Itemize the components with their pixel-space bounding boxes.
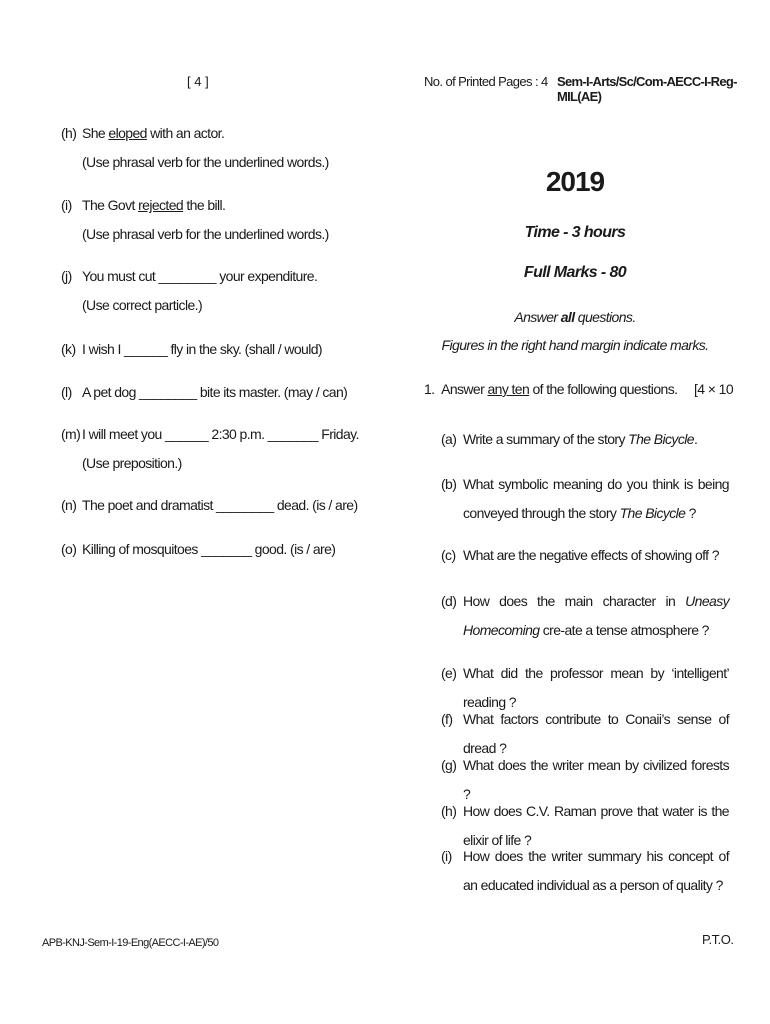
question-label: (j)	[61, 268, 72, 284]
page-number: [ 4 ]	[187, 74, 209, 89]
question-label: (m)	[61, 426, 81, 442]
question-label: (i)	[441, 848, 452, 864]
question-text: The Govt rejected the bill.	[82, 197, 226, 213]
exam-full-marks: Full Marks - 80	[523, 264, 627, 281]
pto-label: P.T.O.	[702, 932, 734, 947]
question-label: (b)	[441, 476, 457, 492]
question-label: (i)	[61, 197, 72, 213]
question-1-marks: [4 × 10	[694, 381, 734, 397]
question-text: Write a summary of the story The Bicycle.	[463, 431, 698, 447]
question-text: What symbolic meaning do you think is being conveyed through the story The Bicycle ?	[463, 476, 729, 521]
question-label: (d)	[441, 593, 457, 609]
question-text: What are the negative effects of showing off ?	[463, 547, 719, 563]
question-text: You must cut ________ your expenditure.	[82, 268, 318, 284]
question-text: She eloped with an actor.	[82, 125, 225, 141]
question-text: How does the writer summary his concept of an educated individual as a person of quality ?	[463, 848, 729, 893]
question-label: (h)	[441, 803, 457, 819]
footer-code: APB-KNJ-Sem-I-19-Eng(AECC-I-AE)/50	[42, 937, 219, 949]
underlined-word: rejected	[138, 197, 184, 213]
question-text: What factors contribute to Conaii’s sense of dread ?	[463, 711, 729, 756]
question-text: How does the main character in Uneasy Homecoming cre-ate a tense atmosphere ?	[463, 593, 729, 638]
question-label: (o)	[61, 541, 77, 557]
question-text: I will meet you ______ 2:30 p.m. _______ Friday.	[82, 426, 359, 442]
question-label: (g)	[441, 757, 457, 773]
question-text: I wish I ______ fly in the sky. (shall / would)	[82, 341, 322, 357]
question-instruction: (Use phrasal verb for the underlined words.)	[82, 154, 329, 170]
question-text: The poet and dramatist ________ dead. (is / are)	[82, 497, 358, 513]
answer-instruction: Answer all questions.	[514, 309, 636, 325]
question-text: How does C.V. Raman prove that water is the elixir of life ?	[463, 803, 729, 848]
marks-instruction: Figures in the right hand margin indicate marks.	[441, 337, 709, 353]
exam-year: 2019	[545, 166, 605, 197]
question-label: (c)	[441, 547, 456, 563]
question-label: (e)	[441, 665, 457, 681]
question-instruction: (Use phrasal verb for the underlined words.)	[82, 226, 329, 242]
underlined-word: any ten	[487, 381, 530, 397]
question-label: (f)	[441, 711, 453, 727]
question-instruction: (Use preposition.)	[82, 455, 182, 471]
question-text: A pet dog ________ bite its master. (may / can)	[82, 384, 348, 400]
question-instruction: (Use correct particle.)	[82, 297, 203, 313]
printed-pages-count: No. of Printed Pages : 4	[424, 74, 548, 89]
question-label: (n)	[61, 497, 77, 513]
underlined-word: eloped	[108, 125, 147, 141]
question-text: What did the professor mean by ‘intelligent’ reading ?	[463, 665, 729, 710]
question-label: (a)	[441, 431, 457, 447]
question-1: 1. Answer any ten of the following questions.	[424, 381, 678, 397]
question-label: (h)	[61, 125, 77, 141]
paper-code: Sem-I-Arts/Sc/Com-AECC-I-Reg-MIL(AE)	[557, 74, 737, 104]
exam-time: Time - 3 hours	[524, 224, 626, 241]
question-label: (k)	[61, 341, 76, 357]
question-text: Killing of mosquitoes _______ good. (is / are)	[82, 541, 336, 557]
question-text: What does the writer mean by civilized forests ?	[463, 757, 729, 802]
question-label: (l)	[61, 384, 72, 400]
